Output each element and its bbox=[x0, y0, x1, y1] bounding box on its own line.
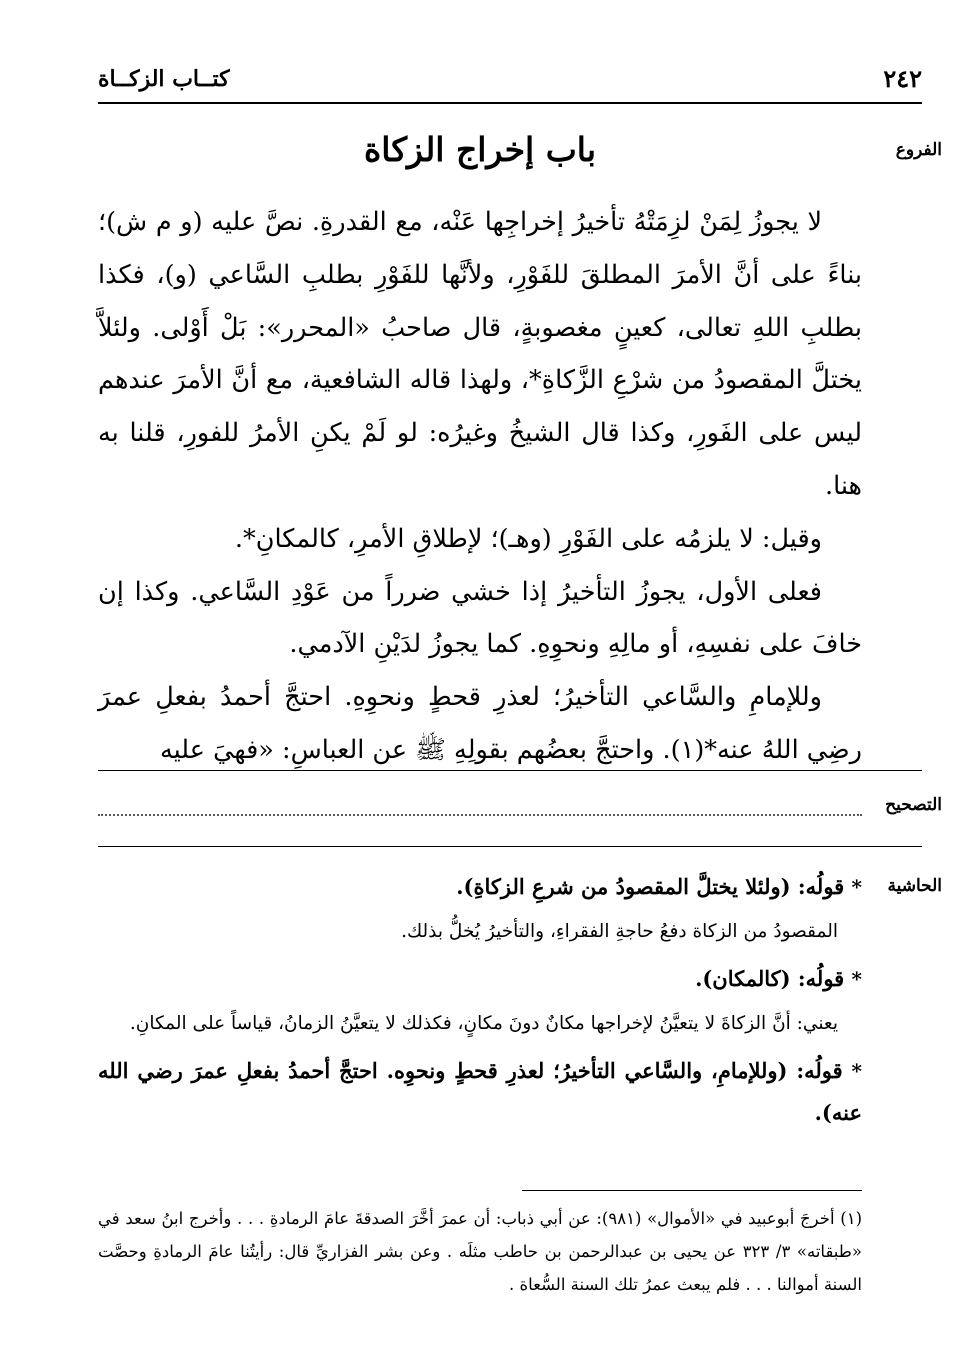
divider-rule bbox=[98, 846, 922, 847]
footnote bbox=[98, 1202, 862, 1301]
side-label-tashih: التصحيح bbox=[885, 795, 942, 815]
page-number: ٢٤٢ bbox=[883, 64, 922, 93]
main-paragraph: وقيل: لا يلزمُه على الفَوْرِ (وهـ)؛ لإطلاقِ الأمرِ، كالمكانِ*. bbox=[234, 523, 822, 554]
star-marker: * bbox=[851, 1059, 863, 1083]
gloss-heading: * قولُه: (وللإمامِ، والسَّاعي التأخيرُ؛ لعذرِ قحطٍ ونحوِه. احتجَّ أحمدُ بفعلِ عمرَ رضي الله عنه). bbox=[98, 1058, 863, 1125]
main-paragraph: وللإمامِ والسَّاعي التأخيرُ؛ لعذرِ قحطٍ ونحوِهِ. احتجَّ أحمدُ بفعلِ عمرَ رضِي اللهُ عنه*(١). واحتجَّ بعضُهم بقولِهِ ﷺ عن العباسِ: «فهيَ عليه bbox=[98, 682, 862, 765]
running-title: كتــاب الزكــاة bbox=[98, 66, 230, 92]
footnote-text: (١) أخرجَ أبوعبيد في «الأموال» (٩٨١): عن أبي ذباب: أن عمرَ أخَّرَ الصدقةَ عامَ الرمادةِ . . . وأخرج ابنُ سعد في «طبقاته» ٣/ ٣٢٣ عن يحيى بن عبدالرحمن بن حاطب مثلَه . وعن بشر الفزاريِّ قال: رأيتُنا عامَ الرمادةِ وحصَّت السنة أموالنا . . . فلم يبعث عمرُ تلك السنة السُّعاة . bbox=[98, 1209, 863, 1294]
main-paragraph: فعلى الأول، يجوزُ التأخيرُ إذا خشي ضرراً من عَوْدِ السَّاعي. وكذا إن خافَ على نفسِهِ، أو مالِهِ ونحوِهِ. كما يجوزُ لدَيْنِ الآدمي. bbox=[98, 576, 862, 660]
running-header bbox=[98, 62, 922, 104]
hashiya-annotations bbox=[98, 866, 862, 1134]
star-marker: * bbox=[851, 875, 862, 899]
main-paragraph: لا يجوزُ لِمَنْ لزِمَتْهُ تأخيرُ إخراجِها عَنْه، مع القدرةِ. نصَّ عليه (و م ش)؛ بناءً على أنَّ الأمرَ المطلقَ للفَوْرِ، ولأنَّها للفَوْرِ بطلبِ السَّاعي (و)، فكذا بطلبِ اللهِ تعالى، كعينٍ مغصوبةٍ، قال صاحبُ «المحرر»: بَلْ أَوْلى. ولئلاَّ يختلَّ المقصودُ من شرْعِ الزَّكاةِ*، ولهذا قاله الشافعية، مع أنَّ الأمرَ عندهم ليس على الفَورِ، وكذا قال الشيخُ وغيرُه: لو لَمْ يكنِ الأمرُ للفورِ، قلنا به هنا. bbox=[98, 207, 862, 501]
side-label-hashiya: الحاشية bbox=[887, 876, 942, 896]
correction-dotted-line bbox=[98, 814, 862, 816]
main-text bbox=[98, 196, 862, 777]
gloss-body: المقصودُ من الزكاة دفعُ حاجةِ الفقراءِ، والتأخيرُ يُخلُّ بذلك. bbox=[401, 921, 838, 942]
divider-rule bbox=[98, 770, 922, 771]
gloss-heading: * قولُه: (كالمكان). bbox=[695, 966, 862, 991]
footnote-rule bbox=[522, 1190, 862, 1191]
gloss-body: يعني: أنَّ الزكاةَ لا يتعيَّنُ لإخراجها مكانٌ دونَ مكانٍ، فكذلك لا يتعيَّنُ الزمانُ، قياساً على المكانِ. bbox=[129, 1013, 838, 1034]
side-label-furu: الفروع bbox=[895, 140, 942, 160]
chapter-heading: باب إخراج الزكاة bbox=[363, 130, 596, 169]
star-marker: * bbox=[851, 967, 862, 991]
gloss-heading: * قولُه: (ولئلا يختلَّ المقصودُ من شرعِ الزكاةِ). bbox=[456, 874, 862, 899]
